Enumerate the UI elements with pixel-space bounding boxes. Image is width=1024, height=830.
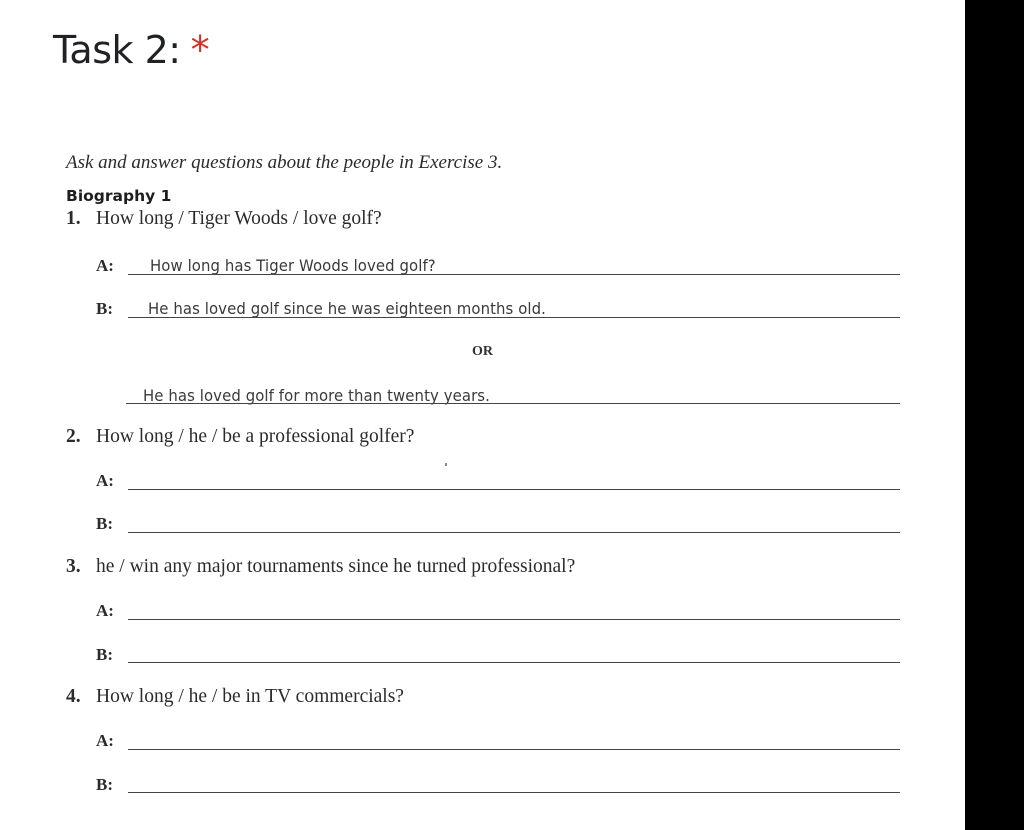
question-prompt: he / win any major tournaments since he turned professional?	[96, 556, 576, 577]
answer-a-text: How long has Tiger Woods loved golf?	[150, 256, 436, 275]
alt-answer-line	[126, 403, 900, 404]
question-number: 1.	[66, 208, 81, 229]
instructions: Ask and answer questions about the people in Exercise 3.	[66, 152, 503, 173]
answer-a-label: A:	[96, 731, 114, 750]
question-prompt: How long / he / be in TV commercials?	[96, 686, 404, 707]
or-separator: OR	[472, 344, 493, 359]
answer-a-label: A:	[96, 601, 114, 620]
right-black-bar	[965, 0, 1024, 830]
answer-b-label: B:	[96, 645, 113, 664]
answer-b-line	[128, 532, 900, 533]
answer-a-label: A:	[96, 256, 114, 275]
question-3	[66, 556, 575, 578]
question-prompt: How long / Tiger Woods / love golf?	[96, 208, 382, 229]
scan-speck	[445, 463, 447, 466]
question-number: 4.	[66, 686, 81, 707]
answer-b-label: B:	[96, 299, 113, 318]
answer-a-line	[128, 619, 900, 620]
answer-b-label: B:	[96, 514, 113, 533]
answer-a-line	[128, 274, 900, 275]
question-4	[66, 686, 404, 708]
answer-a-line	[128, 489, 900, 490]
answer-a-label: A:	[96, 471, 114, 490]
answer-b-line	[128, 792, 900, 793]
task-title-text: Task 2:	[53, 28, 181, 72]
required-asterisk: *	[190, 28, 210, 72]
question-number: 2.	[66, 426, 81, 447]
alt-answer-text: He has loved golf for more than twenty years.	[143, 386, 490, 405]
question-prompt: How long / he / be a professional golfer?	[96, 426, 415, 447]
question-2	[66, 426, 414, 448]
answer-b-line	[128, 317, 900, 318]
section-heading: Biography 1	[66, 187, 172, 205]
question-1	[66, 208, 382, 230]
answer-b-text: He has loved golf since he was eighteen months old.	[148, 299, 547, 318]
answer-a-line	[128, 749, 900, 750]
answer-b-line	[128, 662, 900, 663]
question-number: 3.	[66, 556, 81, 577]
answer-b-label: B:	[96, 775, 113, 794]
